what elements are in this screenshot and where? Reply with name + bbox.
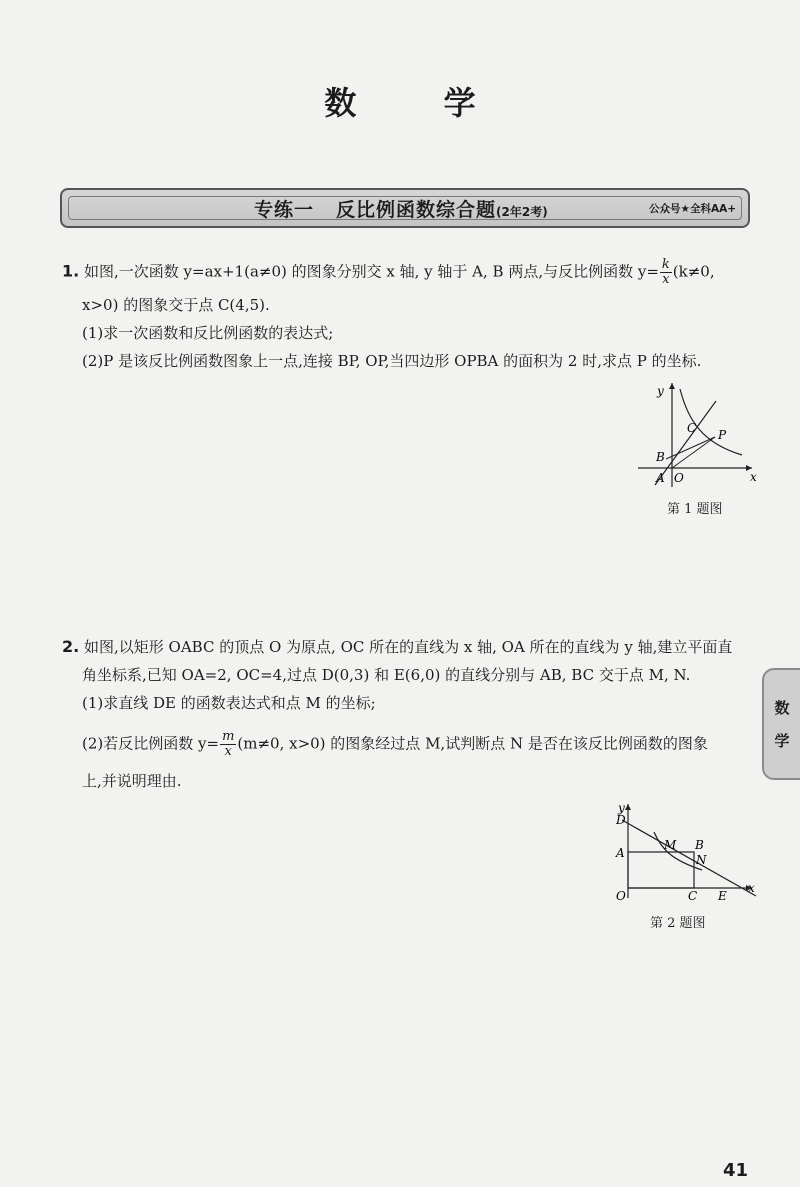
page-number: 41 [722, 1160, 748, 1181]
label-y: y [618, 801, 625, 815]
label-C: C [688, 889, 698, 903]
figure-2-caption: 第 2 题图 [650, 916, 706, 931]
problem-1-line-1 [62, 258, 715, 287]
rectangle-OABC [628, 852, 694, 888]
label-y: y [657, 384, 664, 398]
fraction-denominator: x [224, 744, 232, 759]
section-banner [60, 188, 750, 228]
banner-title-main: 专练一 [254, 199, 315, 221]
problem-2-question-2-cont: 上,并说明理由. [82, 772, 182, 790]
banner-title-topic: 反比例函数综合题 [336, 199, 497, 221]
problem-1-question-2: (2)P 是该反比例函数图象上一点,连接 BP, OP,当四边形 OPBA 的面积为 2 时,求点 P 的坐标. [82, 352, 702, 370]
label-N: N [696, 853, 707, 867]
label-B: B [695, 838, 704, 852]
problem-number: 2. [62, 637, 80, 656]
label-C: C [687, 421, 697, 435]
problem-2-question-1: (1)求直线 DE 的函数表达式和点 M 的坐标; [82, 694, 376, 712]
side-tab-char-2: 学 [774, 732, 790, 750]
problem-2-figure [610, 800, 760, 910]
problem-2-q2-text-b: (m≠0, x>0) 的图象经过点 M,试判断点 N 是否在该反比例函数的图象 [237, 734, 708, 753]
label-B: B [656, 450, 665, 464]
label-x: x [748, 881, 755, 895]
page-title: 数 学 [324, 84, 514, 122]
banner-subtitle: (2年2考) [496, 205, 548, 219]
problem-2-question-2 [82, 730, 708, 759]
problem-1-line-2: x>0) 的图象交于点 C(4,5). [82, 296, 270, 314]
segment-BP [666, 437, 715, 459]
fraction-denominator: x [662, 272, 670, 287]
banner-watermark: 公众号★全科AA+ [649, 203, 736, 215]
label-M: M [664, 838, 677, 852]
label-E: E [718, 889, 727, 903]
fraction-m-over-x [220, 730, 236, 759]
label-A: A [616, 846, 625, 860]
y-axis-arrow [669, 383, 675, 389]
fraction-numerator: k [661, 257, 670, 272]
figure-1-caption: 第 1 题图 [667, 502, 723, 517]
problem-1-question-1: (1)求一次函数和反比例函数的表达式; [82, 324, 334, 342]
label-A: A [656, 471, 665, 485]
fraction-numerator: m [222, 729, 235, 744]
fraction-k-over-x [660, 258, 672, 287]
line-DE [622, 820, 756, 896]
label-O: O [616, 889, 626, 903]
problem-2-line-2: 角坐标系,已知 OA=2, OC=4,过点 D(0,3) 和 E(6,0) 的直线分别与 AB, BC 交于点 M, N. [82, 666, 691, 684]
problem-number: 1. [62, 261, 80, 281]
problem-2-text-1: 如图,以矩形 OABC 的顶点 O 为原点, OC 所在的直线为 x 轴, OA 所在的直线为 y 轴,建立平面直 [84, 638, 733, 656]
problem-1-text-b: (k≠0, [672, 262, 715, 281]
y-axis-arrow [625, 804, 631, 810]
label-x: x [750, 470, 757, 484]
label-P: P [718, 428, 727, 442]
banner-title [254, 195, 548, 222]
side-tab-char-1: 数 [774, 699, 790, 717]
subject-side-tab [762, 668, 800, 780]
label-D: D [616, 813, 626, 827]
problem-2-q2-text-a: (2)若反比例函数 y= [82, 734, 220, 753]
label-O: O [674, 471, 684, 485]
problem-1-text-a: 如图,一次函数 y=ax+1(a≠0) 的图象分别交 x 轴, y 轴于 A, B 两点,与反比例函数 y= [84, 262, 659, 281]
problem-1-figure [630, 375, 760, 490]
problem-2-line-1 [62, 636, 732, 658]
